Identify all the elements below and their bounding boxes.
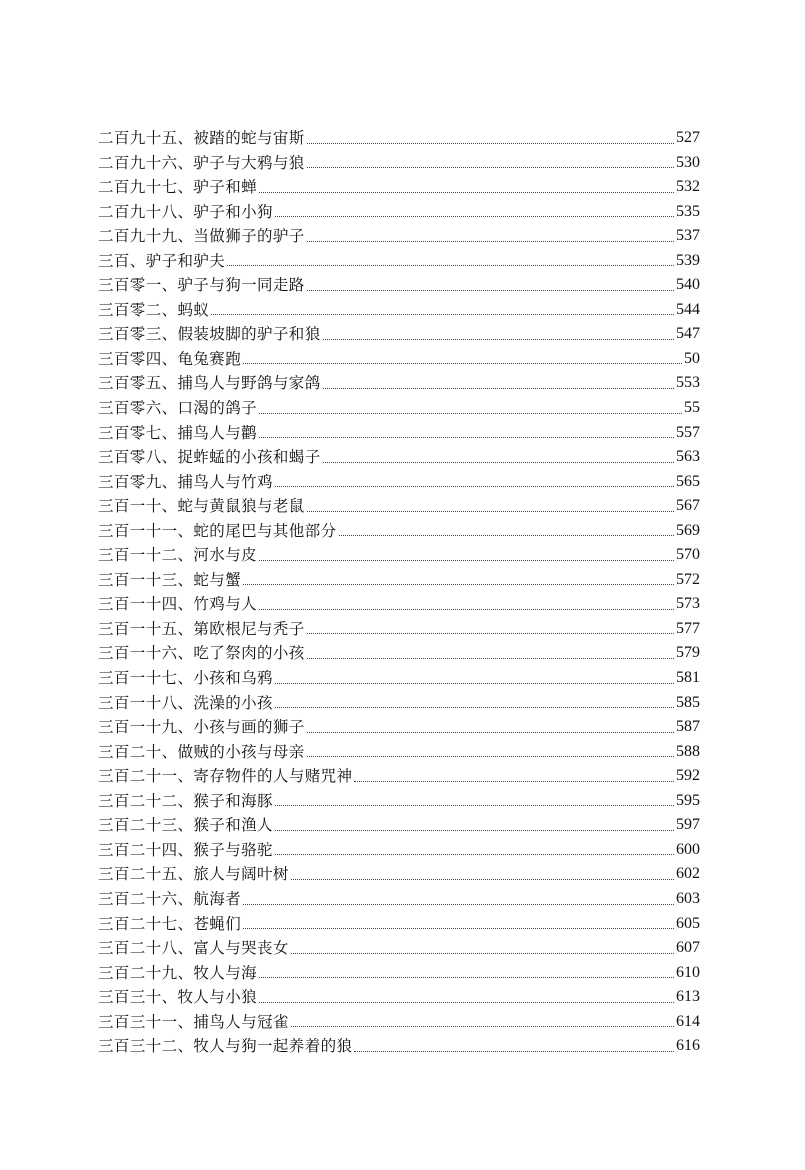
toc-dot-leader — [243, 583, 674, 585]
toc-entry-page-number: 588 — [676, 742, 700, 760]
toc-entry-title: 三百一十五、第欧根尼与秃子 — [98, 619, 305, 638]
toc-entry[interactable] — [98, 813, 700, 838]
toc-dot-leader — [275, 853, 674, 855]
toc-entry[interactable] — [98, 887, 700, 912]
toc-entry-page-number: 563 — [676, 448, 700, 466]
toc-dot-leader — [275, 215, 674, 217]
toc-entry-title: 三百一十、蛇与黄鼠狼与老鼠 — [98, 497, 305, 516]
toc-dot-leader — [307, 632, 674, 634]
toc-dot-leader — [243, 903, 674, 905]
toc-dot-leader — [291, 878, 674, 880]
toc-entry-page-number: 613 — [676, 988, 700, 1006]
toc-dot-leader — [354, 1050, 674, 1052]
toc-dot-leader — [275, 682, 674, 684]
toc-entry-title: 三百二十三、猴子和渔人 — [98, 816, 273, 835]
toc-entry[interactable] — [98, 494, 700, 519]
toc-entry-page-number: 581 — [676, 669, 700, 687]
toc-entry[interactable] — [98, 838, 700, 863]
toc-entry[interactable] — [98, 519, 700, 544]
toc-entry-title: 三百零九、捕鸟人与竹鸡 — [98, 472, 273, 491]
toc-entry[interactable] — [98, 543, 700, 568]
toc-entry-title: 三百二十五、旅人与阔叶树 — [98, 865, 289, 884]
toc-dot-leader — [227, 264, 674, 266]
toc-entry[interactable] — [98, 273, 700, 298]
toc-entry-page-number: 553 — [676, 374, 700, 392]
toc-entry-title: 三百二十二、猴子和海豚 — [98, 791, 273, 810]
toc-entry[interactable] — [98, 985, 700, 1010]
toc-entry[interactable] — [98, 126, 700, 151]
toc-entry-page-number: 55 — [684, 399, 700, 417]
toc-entry-page-number: 547 — [676, 325, 700, 343]
toc-entry[interactable] — [98, 322, 700, 347]
toc-entry-page-number: 532 — [676, 178, 700, 196]
toc-dot-leader — [323, 338, 674, 340]
toc-entry-title: 三百一十九、小孩与画的狮子 — [98, 718, 305, 737]
toc-dot-leader — [275, 829, 674, 831]
toc-entry-page-number: 592 — [676, 767, 700, 785]
toc-entry[interactable] — [98, 421, 700, 446]
toc-entry[interactable] — [98, 200, 700, 225]
toc-entry-title: 三百二十一、寄存物件的人与赌咒神 — [98, 767, 353, 786]
toc-entry[interactable] — [98, 617, 700, 642]
toc-entry-page-number: 577 — [676, 619, 700, 637]
toc-dot-leader — [211, 313, 674, 315]
toc-entry-page-number: 607 — [676, 939, 700, 957]
toc-entry-title: 三百一十三、蛇与蟹 — [98, 570, 242, 589]
toc-entry[interactable] — [98, 568, 700, 593]
toc-entry-page-number: 530 — [676, 153, 700, 171]
toc-entry-title: 三百零一、驴子与狗一同走路 — [98, 276, 305, 295]
toc-entry-title: 三百零七、捕鸟人与鹳 — [98, 423, 258, 442]
toc-entry[interactable] — [98, 740, 700, 765]
toc-entry-page-number: 50 — [684, 349, 700, 367]
toc-entry-page-number: 587 — [676, 718, 700, 736]
toc-entry[interactable] — [98, 666, 700, 691]
toc-entry-page-number: 602 — [676, 865, 700, 883]
toc-entry-title: 三百三十二、牧人与狗一起养着的狼 — [98, 1037, 353, 1056]
toc-dot-leader — [259, 436, 674, 438]
toc-entry-title: 三百零六、口渴的鸽子 — [98, 399, 258, 418]
toc-entry-title: 二百九十七、驴子和蝉 — [98, 178, 258, 197]
toc-dot-leader — [307, 731, 674, 733]
toc-entry-page-number: 540 — [676, 276, 700, 294]
toc-dot-leader — [243, 927, 674, 929]
toc-dot-leader — [259, 191, 674, 193]
toc-entry-title: 三百零四、龟兔赛跑 — [98, 349, 242, 368]
toc-entry-title: 三百零二、蚂蚁 — [98, 300, 210, 319]
toc-entry-page-number: 572 — [676, 570, 700, 588]
toc-entry[interactable] — [98, 764, 700, 789]
toc-dot-leader — [259, 976, 674, 978]
toc-entry-page-number: 595 — [676, 791, 700, 809]
toc-dot-leader — [307, 657, 674, 659]
toc-entry[interactable] — [98, 641, 700, 666]
toc-entry-page-number: 565 — [676, 472, 700, 490]
toc-entry[interactable] — [98, 371, 700, 396]
toc-entry[interactable] — [98, 224, 700, 249]
toc-entry[interactable] — [98, 151, 700, 176]
toc-entry-page-number: 573 — [676, 595, 700, 613]
toc-dot-leader — [275, 706, 674, 708]
toc-entry-title: 三百一十七、小孩和乌鸦 — [98, 669, 273, 688]
toc-entry-page-number: 610 — [676, 963, 700, 981]
toc-entry[interactable] — [98, 347, 700, 372]
toc-entry-page-number: 600 — [676, 840, 700, 858]
toc-dot-leader — [354, 780, 674, 782]
toc-entry-page-number: 569 — [676, 521, 700, 539]
toc-entry-page-number: 539 — [676, 251, 700, 269]
toc-entry[interactable] — [98, 961, 700, 986]
toc-entry[interactable] — [98, 396, 700, 421]
toc-entry-page-number: 537 — [676, 227, 700, 245]
toc-entry-title: 三百一十一、蛇的尾巴与其他部分 — [98, 521, 337, 540]
toc-dot-leader — [307, 289, 674, 291]
toc-entry[interactable] — [98, 862, 700, 887]
toc-entry-title: 二百九十九、当做狮子的驴子 — [98, 227, 305, 246]
toc-entry-page-number: 597 — [676, 816, 700, 834]
toc-entry-title: 三百一十六、吃了祭肉的小孩 — [98, 644, 305, 663]
toc-dot-leader — [307, 755, 674, 757]
toc-entry-title: 三百一十四、竹鸡与人 — [98, 595, 258, 614]
toc-dot-leader — [339, 534, 674, 536]
toc-entry-title: 二百九十八、驴子和小狗 — [98, 202, 273, 221]
toc-dot-leader — [323, 461, 674, 463]
toc-entry-title: 三百二十七、苍蝇们 — [98, 914, 242, 933]
toc-dot-leader — [307, 510, 674, 512]
toc-entry[interactable] — [98, 691, 700, 716]
toc-entry-title: 三百一十八、洗澡的小孩 — [98, 693, 273, 712]
toc-entry-title: 二百九十六、驴子与大鸦与狼 — [98, 153, 305, 172]
toc-entry-page-number: 570 — [676, 546, 700, 564]
toc-entry[interactable] — [98, 175, 700, 200]
toc-entry-page-number: 603 — [676, 889, 700, 907]
toc-entry-title: 三百零八、捉蚱蜢的小孩和蝎子 — [98, 448, 321, 467]
toc-entry[interactable] — [98, 936, 700, 961]
toc-entry-page-number: 544 — [676, 300, 700, 318]
toc-entry-page-number: 535 — [676, 202, 700, 220]
toc-entry-title: 三百二十四、猴子与骆驼 — [98, 840, 273, 859]
toc-entry-title: 三百二十六、航海者 — [98, 889, 242, 908]
toc-entry-title: 三百三十一、捕鸟人与冠雀 — [98, 1012, 289, 1031]
toc-entry-page-number: 557 — [676, 423, 700, 441]
toc-dot-leader — [307, 240, 674, 242]
toc-entry[interactable] — [98, 445, 700, 470]
toc-entry-page-number: 527 — [676, 129, 700, 146]
toc-dot-leader — [307, 142, 674, 144]
toc-dot-leader — [307, 166, 674, 168]
toc-entry-title: 三百二十九、牧人与海 — [98, 963, 258, 982]
toc-dot-leader — [323, 387, 674, 389]
table-of-contents — [98, 126, 700, 1059]
toc-entry[interactable] — [98, 592, 700, 617]
toc-entry-title: 三百三十、牧人与小狼 — [98, 988, 258, 1007]
toc-entry[interactable] — [98, 249, 700, 274]
toc-entry-title: 三百二十、做贼的小孩与母亲 — [98, 742, 305, 761]
toc-entry-title: 三百二十八、富人与哭丧女 — [98, 939, 289, 958]
toc-dot-leader — [243, 362, 682, 364]
toc-dot-leader — [259, 1001, 674, 1003]
toc-dot-leader — [275, 485, 674, 487]
toc-entry[interactable] — [98, 789, 700, 814]
toc-entry-title: 三百零三、假装坡脚的驴子和狼 — [98, 325, 321, 344]
toc-dot-leader — [275, 804, 674, 806]
toc-entry-page-number: 605 — [676, 914, 700, 932]
toc-entry[interactable] — [98, 298, 700, 323]
toc-entry-page-number: 579 — [676, 644, 700, 662]
toc-dot-leader — [259, 412, 682, 414]
toc-dot-leader — [291, 1025, 674, 1027]
toc-entry[interactable] — [98, 470, 700, 495]
toc-dot-leader — [259, 608, 674, 610]
toc-entry[interactable] — [98, 715, 700, 740]
toc-entry-page-number: 585 — [676, 693, 700, 711]
toc-entry-title: 三百零五、捕鸟人与野鸽与家鸽 — [98, 374, 321, 393]
toc-entry-title: 二百九十五、被踏的蛇与宙斯 — [98, 129, 305, 147]
toc-entry[interactable] — [98, 1034, 700, 1059]
toc-entry-title: 三百一十二、河水与皮 — [98, 546, 258, 565]
toc-entry[interactable] — [98, 912, 700, 937]
toc-dot-leader — [259, 559, 674, 561]
toc-entry-page-number: 616 — [676, 1037, 700, 1055]
toc-entry-page-number: 567 — [676, 497, 700, 515]
toc-entry[interactable] — [98, 1010, 700, 1035]
toc-dot-leader — [291, 952, 674, 954]
toc-entry-page-number: 614 — [676, 1012, 700, 1030]
toc-entry-title: 三百、驴子和驴夫 — [98, 251, 226, 270]
